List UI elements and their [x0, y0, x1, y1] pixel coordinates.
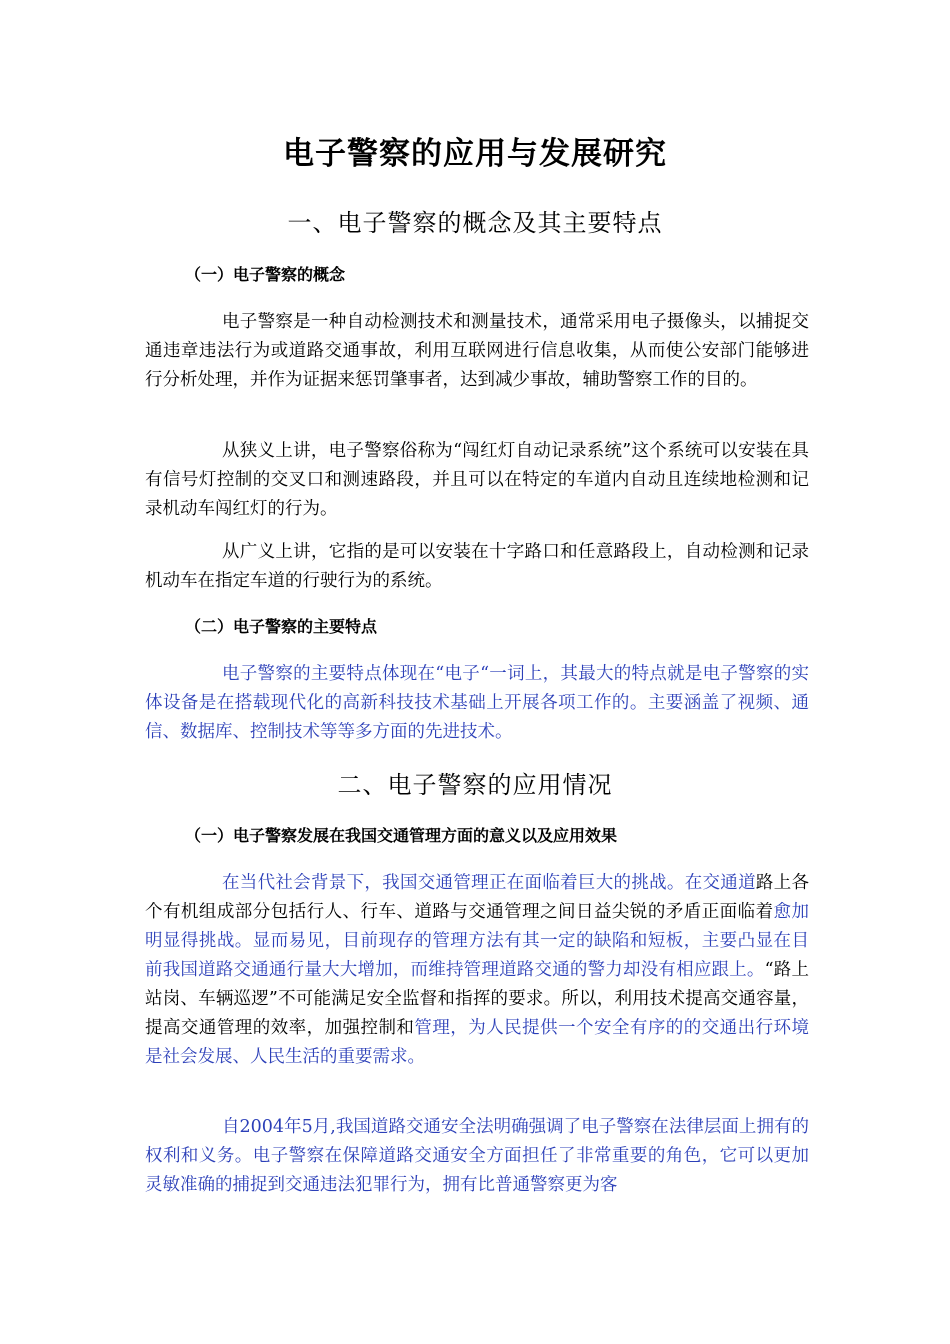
paragraph-concept: 电子警察是一种自动检测技术和测量技术，通常采用电子摄像头，以捕捉交通违章违法行为或道路交通事故，利用互联网进行信息收集，从而使公安部门能够进行分析处理，并作为证据来惩罚肇事者，达到减少事故，辅助警察工作的目的。	[145, 312, 809, 390]
significance-part-b: 路上各个有机组成部分包括行人、行车、道路与交通管理之间日益尖锐的矛盾正面临着	[145, 873, 809, 922]
document-title: 电子警察的应用与发展研究	[283, 136, 667, 172]
paragraph-broad-sense: 从广义上讲，它指的是可以安装在十字路口和任意路段上，自动检测和记录机动车在指定车道的行驶行为的系统。	[145, 542, 809, 591]
section-1-sub-2: （二）电子警察的主要特点	[185, 617, 378, 636]
significance-part-c: 愈加明显得挑战。显而易见，目前现存的管理方法有其一定的缺陷和短板，主要凸显在目前我国道路交通通行量大大增加，而维持管理道路交通的警力却没有相应跟上。	[145, 902, 810, 980]
paragraph-law-2004: 自2004年5月,我国道路交通安全法明确强调了电子警察在法律层面上拥有的权利和义务。电子警察在保障道路交通安全方面担任了非常重要的角色，它可以更加灵敏准确的捕捉到交通违法犯罪行为，拥有比普通警察更为客	[145, 1117, 809, 1195]
paragraph-significance	[145, 869, 809, 1072]
section-2-heading: 二、电子警察的应用情况	[337, 771, 613, 799]
significance-part-d: “路上站岗、车辆巡逻”不可能满足安全监督和指挥的要求。所以，利用技术提高交通容量，提高交通管理的效率，加强控制和	[145, 960, 809, 1038]
paragraph-narrow-sense: 从狭义上讲，电子警察俗称为“闯红灯自动记录系统”这个系统可以安装在具有信号灯控制的交叉口和测速路段，并且可以在特定的车道内自动且连续地检测和记录机动车闯红灯的行为。	[145, 441, 809, 519]
significance-part-e: 管理，为人民提供一个安全有序的的交通出行环境是社会发展、人民生活的重要需求。	[145, 1018, 809, 1067]
significance-part-a: 在当代社会背景下，我国交通管理正在面临着巨大的挑战。在交通道	[222, 873, 756, 893]
paragraph-features: 电子警察的主要特点体现在“电子“一词上，其最大的特点就是电子警察的实体设备是在搭载现代化的高新科技技术基础上开展各项工作的。主要涵盖了视频、通信、数据库、控制技术等等多方面的先进技术。	[145, 664, 809, 742]
section-1-sub-1: （一）电子警察的概念	[185, 265, 346, 284]
section-1-heading: 一、电子警察的概念及其主要特点	[287, 209, 663, 237]
section-2-sub-1: （一）电子警察发展在我国交通管理方面的意义以及应用效果	[185, 826, 618, 845]
